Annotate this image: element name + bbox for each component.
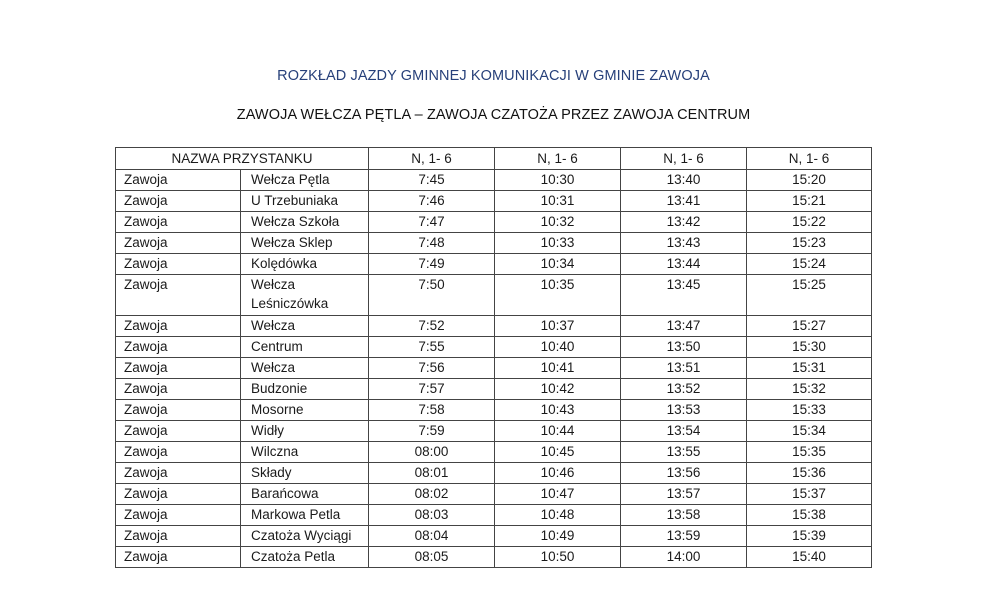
departure-time-cell: 08:04: [369, 526, 495, 547]
departure-time-cell: 7:55: [369, 337, 495, 358]
departure-time-cell: 15:40: [747, 547, 872, 568]
departure-time-cell: 13:59: [621, 526, 747, 547]
departure-time-cell: 10:37: [495, 316, 621, 337]
stop-name-cell: Budzonie: [241, 379, 369, 400]
departure-time-cell: 7:52: [369, 316, 495, 337]
town-cell: Zawoja: [116, 442, 241, 463]
departure-time-cell: 13:40: [621, 170, 747, 191]
stop-name-cell: Centrum: [241, 337, 369, 358]
town-cell: Zawoja: [116, 233, 241, 254]
departure-time-cell: 13:43: [621, 233, 747, 254]
table-row: [116, 526, 872, 547]
departure-time-cell: 13:44: [621, 254, 747, 275]
departure-time-cell: 15:27: [747, 316, 872, 337]
stop-name-cell: Czatoża Petla: [241, 547, 369, 568]
town-cell: Zawoja: [116, 547, 241, 568]
departure-time-cell: 13:45: [621, 275, 747, 316]
town-cell: Zawoja: [116, 254, 241, 275]
departure-time-cell: 08:00: [369, 442, 495, 463]
header-departure-3: N, 1- 6: [621, 148, 747, 170]
stop-name-cell: Mosorne: [241, 400, 369, 421]
table-row: [116, 505, 872, 526]
table-row: [116, 337, 872, 358]
table-row: [116, 379, 872, 400]
departure-time-cell: 7:49: [369, 254, 495, 275]
departure-time-cell: 13:56: [621, 463, 747, 484]
departure-time-cell: 15:25: [747, 275, 872, 316]
departure-time-cell: 10:49: [495, 526, 621, 547]
stop-name-cell: U Trzebuniaka: [241, 191, 369, 212]
departure-time-cell: 15:20: [747, 170, 872, 191]
stop-name-cell: Wełcza Sklep: [241, 233, 369, 254]
departure-time-cell: 10:42: [495, 379, 621, 400]
departure-time-cell: 13:42: [621, 212, 747, 233]
departure-time-cell: 7:50: [369, 275, 495, 316]
departure-time-cell: 15:31: [747, 358, 872, 379]
town-cell: Zawoja: [116, 484, 241, 505]
table-row: [116, 358, 872, 379]
town-cell: Zawoja: [116, 275, 241, 316]
departure-time-cell: 10:47: [495, 484, 621, 505]
stop-name-cell: Widły: [241, 421, 369, 442]
departure-time-cell: 10:30: [495, 170, 621, 191]
document-title: ROZKŁAD JAZDY GMINNEJ KOMUNIKACJI W GMINIE ZAWOJA: [277, 68, 710, 84]
departure-time-cell: 10:46: [495, 463, 621, 484]
departure-time-cell: 14:00: [621, 547, 747, 568]
departure-time-cell: 08:05: [369, 547, 495, 568]
town-cell: Zawoja: [116, 421, 241, 442]
departure-time-cell: 13:41: [621, 191, 747, 212]
departure-time-cell: 7:58: [369, 400, 495, 421]
stop-name-cell: Barańcowa: [241, 484, 369, 505]
departure-time-cell: 10:45: [495, 442, 621, 463]
departure-time-cell: 7:57: [369, 379, 495, 400]
departure-time-cell: 15:36: [747, 463, 872, 484]
timetable-body: [116, 170, 872, 568]
table-row: [116, 275, 872, 316]
departure-time-cell: 15:23: [747, 233, 872, 254]
town-cell: Zawoja: [116, 379, 241, 400]
departure-time-cell: 13:54: [621, 421, 747, 442]
departure-time-cell: 10:40: [495, 337, 621, 358]
town-cell: Zawoja: [116, 170, 241, 191]
departure-time-cell: 10:31: [495, 191, 621, 212]
departure-time-cell: 13:58: [621, 505, 747, 526]
departure-time-cell: 7:48: [369, 233, 495, 254]
route-subtitle: ZAWOJA WEŁCZA PĘTLA – ZAWOJA CZATOŻA PRZEZ ZAWOJA CENTRUM: [236, 107, 751, 123]
table-row: [116, 547, 872, 568]
table-row: [116, 254, 872, 275]
departure-time-cell: 08:03: [369, 505, 495, 526]
stop-name-cell: Czatoża Wyciągi: [241, 526, 369, 547]
table-row: [116, 212, 872, 233]
stop-name-cell: Wełcza Leśniczówka: [241, 275, 369, 316]
stop-name-cell: Markowa Petla: [241, 505, 369, 526]
table-row: [116, 233, 872, 254]
departure-time-cell: 7:47: [369, 212, 495, 233]
town-cell: Zawoja: [116, 505, 241, 526]
header-departure-4: N, 1- 6: [747, 148, 872, 170]
departure-time-cell: 10:32: [495, 212, 621, 233]
town-cell: Zawoja: [116, 358, 241, 379]
departure-time-cell: 10:33: [495, 233, 621, 254]
departure-time-cell: 13:50: [621, 337, 747, 358]
header-departure-1: N, 1- 6: [369, 148, 495, 170]
departure-time-cell: 10:41: [495, 358, 621, 379]
departure-time-cell: 15:33: [747, 400, 872, 421]
departure-time-cell: 15:34: [747, 421, 872, 442]
departure-time-cell: 15:24: [747, 254, 872, 275]
table-row: [116, 316, 872, 337]
stop-name-cell: Składy: [241, 463, 369, 484]
header-row: [116, 148, 872, 170]
stop-name-cell: Wełcza Pętla: [241, 170, 369, 191]
town-cell: Zawoja: [116, 191, 241, 212]
header-stop-name: NAZWA PRZYSTANKU: [116, 148, 369, 170]
town-cell: Zawoja: [116, 526, 241, 547]
departure-time-cell: 7:59: [369, 421, 495, 442]
departure-time-cell: 10:44: [495, 421, 621, 442]
departure-time-cell: 10:35: [495, 275, 621, 316]
departure-time-cell: 15:39: [747, 526, 872, 547]
table-row: [116, 484, 872, 505]
stop-name-cell: Wełcza Szkoła: [241, 212, 369, 233]
departure-time-cell: 13:55: [621, 442, 747, 463]
table-row: [116, 463, 872, 484]
departure-time-cell: 10:43: [495, 400, 621, 421]
table-row: [116, 442, 872, 463]
table-row: [116, 170, 872, 191]
departure-time-cell: 08:01: [369, 463, 495, 484]
timetable: [115, 147, 872, 568]
town-cell: Zawoja: [116, 400, 241, 421]
header-departure-2: N, 1- 6: [495, 148, 621, 170]
departure-time-cell: 08:02: [369, 484, 495, 505]
departure-time-cell: 13:47: [621, 316, 747, 337]
departure-time-cell: 13:53: [621, 400, 747, 421]
departure-time-cell: 10:34: [495, 254, 621, 275]
departure-time-cell: 15:32: [747, 379, 872, 400]
departure-time-cell: 13:57: [621, 484, 747, 505]
town-cell: Zawoja: [116, 316, 241, 337]
departure-time-cell: 15:30: [747, 337, 872, 358]
table-row: [116, 421, 872, 442]
departure-time-cell: 15:37: [747, 484, 872, 505]
departure-time-cell: 10:50: [495, 547, 621, 568]
town-cell: Zawoja: [116, 337, 241, 358]
departure-time-cell: 15:38: [747, 505, 872, 526]
stop-name-cell: Wilczna: [241, 442, 369, 463]
departure-time-cell: 10:48: [495, 505, 621, 526]
stop-name-cell: Kolędówka: [241, 254, 369, 275]
departure-time-cell: 13:52: [621, 379, 747, 400]
town-cell: Zawoja: [116, 212, 241, 233]
departure-time-cell: 7:56: [369, 358, 495, 379]
stop-name-cell: Wełcza: [241, 358, 369, 379]
departure-time-cell: 13:51: [621, 358, 747, 379]
town-cell: Zawoja: [116, 463, 241, 484]
table-row: [116, 400, 872, 421]
departure-time-cell: 7:46: [369, 191, 495, 212]
departure-time-cell: 15:35: [747, 442, 872, 463]
table-row: [116, 191, 872, 212]
departure-time-cell: 15:22: [747, 212, 872, 233]
stop-name-cell: Wełcza: [241, 316, 369, 337]
departure-time-cell: 15:21: [747, 191, 872, 212]
departure-time-cell: 7:45: [369, 170, 495, 191]
